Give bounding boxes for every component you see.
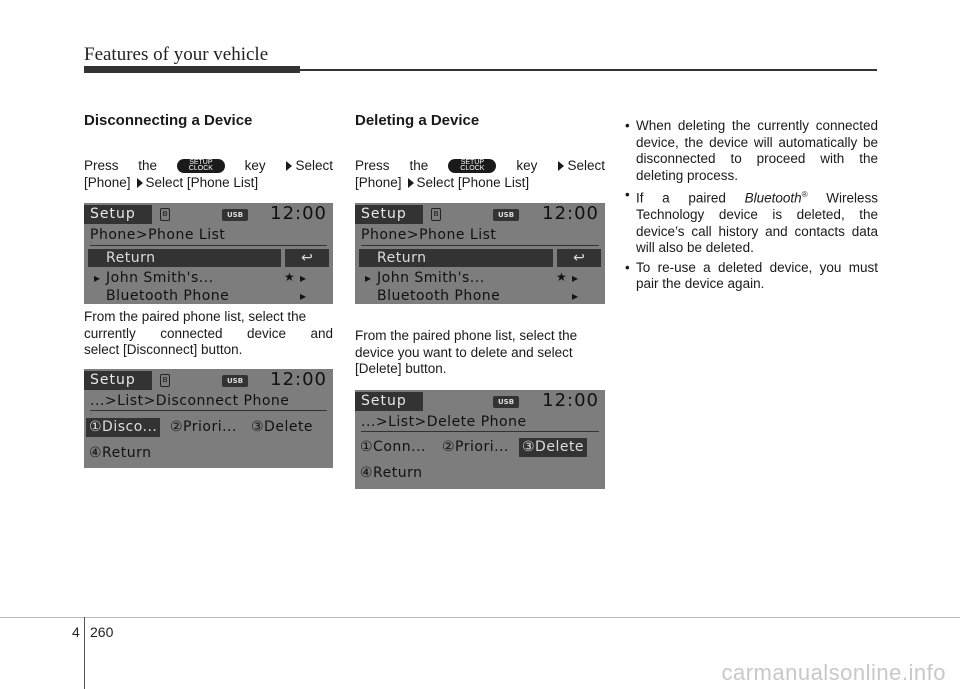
page-header-title: Features of your vehicle bbox=[84, 44, 269, 65]
return-button[interactable]: ④Return bbox=[360, 465, 423, 481]
section-title-disconnect: Disconnecting a Device bbox=[84, 112, 253, 129]
screen-breadcrumb: Phone>Phone List bbox=[90, 227, 226, 243]
paragraph-delete: From the paired phone list, select the device you want to delete and select [Delete] button. bbox=[355, 328, 578, 376]
screen-breadcrumb: ...>List>Delete Phone bbox=[361, 414, 527, 430]
screen-breadcrumb: ...>List>Disconnect Phone bbox=[90, 393, 290, 409]
press-word: Press bbox=[84, 158, 119, 173]
select-step: Select bbox=[557, 158, 605, 175]
bluetooth-icon: ʙ bbox=[160, 374, 170, 387]
paragraph-disconnect: From the paired phone list, select the currently connected device and select [Disconnect] button. bbox=[84, 309, 333, 357]
screen-breadcrumb: Phone>Phone List bbox=[361, 227, 497, 243]
key-word: key bbox=[244, 158, 266, 173]
back-icon[interactable]: ↩ bbox=[285, 249, 329, 267]
arrow-right-icon bbox=[137, 178, 143, 188]
delete-button[interactable]: ③Delete bbox=[251, 419, 314, 435]
screen-clock: 12:00 bbox=[270, 369, 327, 390]
connect-button[interactable]: ①Conn... bbox=[360, 439, 426, 455]
return-item[interactable]: Return bbox=[88, 249, 281, 267]
usb-icon: USB bbox=[493, 396, 519, 408]
return-item[interactable]: Return bbox=[359, 249, 553, 267]
notes-list bbox=[624, 118, 878, 296]
disconnect-button[interactable]: ①Disco... bbox=[86, 418, 160, 437]
screen-setup-label: Setup bbox=[84, 371, 152, 390]
the-word: the bbox=[138, 158, 158, 173]
screen-phone-list-left bbox=[84, 203, 333, 304]
arrow-right-icon: ▸ bbox=[572, 289, 579, 303]
device-item[interactable]: John Smith's... bbox=[377, 270, 485, 286]
screen-rule bbox=[90, 245, 327, 246]
phone-step: [Phone] bbox=[355, 174, 402, 190]
note-item: • When deleting the currently connected device, the device will automatically be disconnected to proceed with the deleting process. bbox=[624, 118, 878, 184]
select-step: Select bbox=[285, 158, 333, 175]
setup-key-icon: SETUP CLOCK bbox=[177, 159, 225, 173]
delete-button[interactable]: ③Delete bbox=[519, 438, 587, 457]
screen-phone-list-middle bbox=[355, 203, 605, 304]
screen-setup-label: Setup bbox=[355, 392, 423, 411]
priority-button[interactable]: ②Priori... bbox=[442, 439, 509, 455]
arrow-right-icon: ▸ bbox=[300, 289, 307, 303]
screen-setup-label: Setup bbox=[84, 205, 152, 224]
arrow-right-icon bbox=[286, 161, 292, 171]
chapter-number: 4 bbox=[72, 624, 80, 640]
the-word: the bbox=[409, 158, 429, 173]
footer-rule bbox=[0, 617, 960, 618]
screen-rule bbox=[361, 431, 599, 432]
priority-button[interactable]: ②Priori... bbox=[170, 419, 237, 435]
watermark: carmanualsonline.info bbox=[721, 660, 946, 685]
screen-disconnect-phone bbox=[84, 369, 333, 468]
arrow-right-icon: ▸ bbox=[300, 271, 307, 285]
section-title-delete: Deleting a Device bbox=[355, 112, 480, 129]
screen-rule bbox=[90, 410, 327, 411]
setup-key-icon: SETUP CLOCK bbox=[448, 159, 496, 173]
back-icon[interactable]: ↩ bbox=[557, 249, 601, 267]
footer-divider bbox=[84, 617, 85, 689]
usb-icon: USB bbox=[222, 375, 248, 387]
press-word: Press bbox=[355, 158, 390, 173]
star-icon: ★ bbox=[556, 270, 567, 284]
screen-clock: 12:00 bbox=[542, 390, 599, 411]
screen-setup-label: Setup bbox=[355, 205, 423, 224]
bluetooth-phone-item[interactable]: Bluetooth Phone bbox=[377, 288, 501, 304]
return-button[interactable]: ④Return bbox=[89, 445, 152, 461]
phone-step: [Phone] bbox=[84, 174, 131, 190]
bluetooth-phone-item[interactable]: Bluetooth Phone bbox=[106, 288, 230, 304]
star-icon: ★ bbox=[284, 270, 295, 284]
note-item: • To re-use a deleted device, you must pair the device again. bbox=[624, 260, 878, 293]
arrow-right-icon: ▸ bbox=[94, 271, 101, 285]
arrow-right-icon bbox=[558, 161, 564, 171]
arrow-right-icon: ▸ bbox=[572, 271, 579, 285]
arrow-right-icon bbox=[408, 178, 414, 188]
device-item[interactable]: John Smith's... bbox=[106, 270, 214, 286]
screen-delete-phone bbox=[355, 390, 605, 489]
instruction-delete bbox=[355, 158, 605, 191]
instruction-disconnect bbox=[84, 158, 333, 191]
bluetooth-icon: ʙ bbox=[431, 208, 441, 221]
select-phone-list-step: Select [Phone List] bbox=[407, 175, 530, 192]
select-phone-list-step: Select [Phone List] bbox=[136, 175, 259, 192]
screen-clock: 12:00 bbox=[542, 203, 599, 224]
note-item: • If a paired Bluetooth® Wireless Technology device is deleted, the device’s call history and contacts data will also be deleted. bbox=[624, 187, 878, 257]
arrow-right-icon: ▸ bbox=[365, 271, 372, 285]
usb-icon: USB bbox=[222, 209, 248, 221]
header-rule bbox=[84, 69, 877, 71]
usb-icon: USB bbox=[493, 209, 519, 221]
bluetooth-icon: ʙ bbox=[160, 208, 170, 221]
key-word: key bbox=[516, 158, 538, 173]
screen-rule bbox=[361, 245, 599, 246]
page-number: 260 bbox=[90, 624, 114, 640]
screen-clock: 12:00 bbox=[270, 203, 327, 224]
